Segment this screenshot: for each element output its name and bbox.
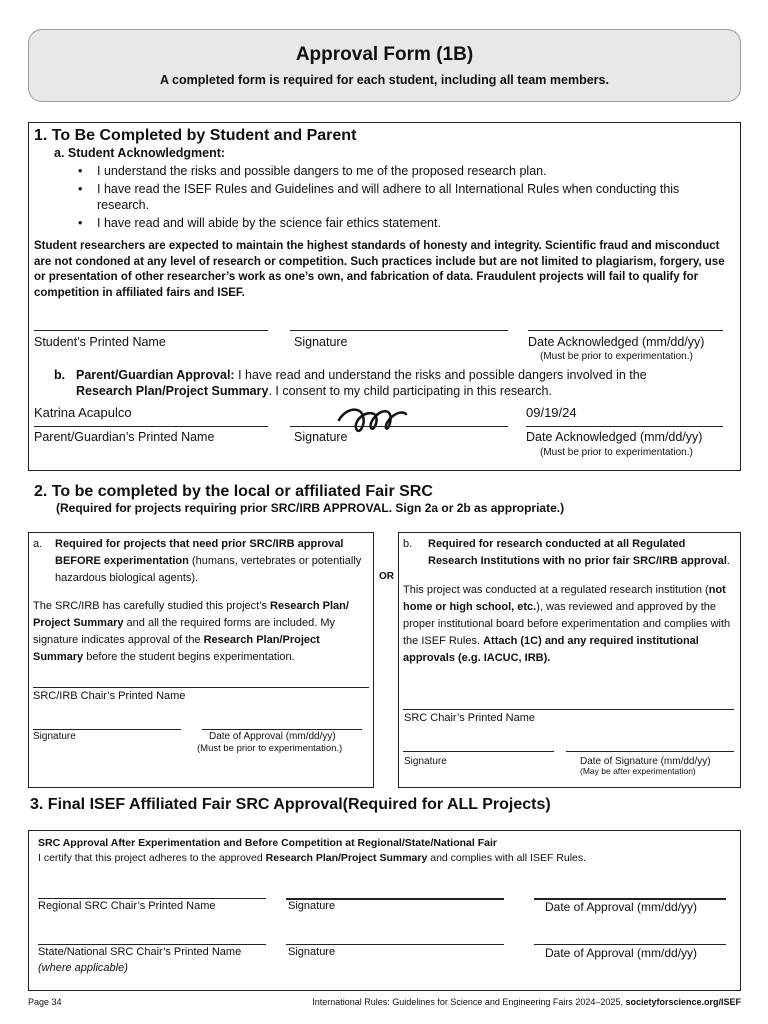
footer-site-link[interactable]: societyforscience.org/ISEF bbox=[625, 997, 741, 1007]
form-title: Approval Form (1B) bbox=[295, 44, 474, 65]
parent-approval-body: I have read and understand the risks and possible dangers involved in the bbox=[234, 368, 647, 382]
section2a-signature-line bbox=[33, 729, 181, 730]
section2a-date-line bbox=[202, 729, 362, 730]
page-number: Page 34 bbox=[28, 997, 62, 1007]
section2a-p2-3: before the student begins experimentation. bbox=[83, 651, 295, 663]
or-label: OR bbox=[379, 571, 394, 582]
parent-approval-prefix: b. bbox=[54, 368, 66, 382]
state-signature-label: Signature bbox=[288, 946, 336, 958]
section3-heading: 3. Final ISEF Affiliated Fair SRC Approval(Required for ALL Projects) bbox=[30, 796, 551, 813]
section1-heading: 1. To Be Completed by Student and Parent bbox=[34, 127, 357, 144]
section2b-p2-2: ), was reviewed and approved by the proper institutional board before experimentation and complies with the ISEF Rules. bbox=[403, 601, 731, 647]
parent-date-note: (Must be prior to experimentation.) bbox=[540, 447, 693, 458]
parent-name-label: Parent/Guardian’s Printed Name bbox=[34, 430, 215, 444]
section2a-p2-1: The SRC/IRB has carefully studied this project’s bbox=[33, 600, 271, 612]
student-date-note: (Must be prior to experimentation.) bbox=[540, 351, 693, 362]
section2b-signature-label: Signature bbox=[404, 756, 447, 767]
section2b-date-note: (May be after experimentation) bbox=[580, 766, 696, 776]
regional-signature-label: Signature bbox=[288, 900, 336, 912]
section2b-date-label: Date of Signature (mm/dd/yy) bbox=[580, 756, 711, 767]
student-signature-line bbox=[290, 330, 508, 331]
parent-approval-bold2: Research Plan/Project Summary bbox=[76, 384, 269, 398]
form-header bbox=[28, 29, 741, 102]
ack-bullet: • I have read the ISEF Rules and Guidelines and will adhere to all International Rules when conducting this research. bbox=[75, 181, 725, 213]
student-signature-label: Signature bbox=[294, 335, 348, 349]
section2b-bold: Required for research conducted at all Regulated Research Institutions with no prior fair SRC/IRB approval bbox=[428, 538, 727, 567]
section2a-date-note: (Must be prior to experimentation.) bbox=[197, 743, 343, 754]
section3-box-title: SRC Approval After Experimentation and Before Competition at Regional/State/National Fair bbox=[38, 837, 497, 849]
footer-citation bbox=[312, 997, 741, 1007]
state-chair-label: State/National SRC Chair’s Printed Name bbox=[38, 946, 242, 958]
footer-citation-text: International Rules: Guidelines for Science and Engineering Fairs 2024–2025, bbox=[312, 997, 626, 1007]
section2a-date-label: Date of Approval (mm/dd/yy) bbox=[209, 731, 336, 742]
section2a-requirement bbox=[33, 536, 369, 587]
state-name-line bbox=[38, 944, 266, 945]
student-ack-heading: a. Student Acknowledgment: bbox=[54, 146, 226, 160]
section2b-requirement bbox=[403, 536, 736, 570]
state-date-line bbox=[534, 944, 726, 945]
section2b-date-line bbox=[566, 751, 734, 752]
section2b-p2-1: This project was conducted at a regulated research institution ( bbox=[403, 584, 709, 596]
section2b-p2-b1: not home or high school, etc. bbox=[403, 584, 726, 613]
section2b-signature-line bbox=[403, 751, 554, 752]
parent-date-value: 09/19/24 bbox=[526, 405, 577, 420]
student-date-label: Date Acknowledged (mm/dd/yy) bbox=[528, 335, 705, 349]
student-name-label: Student’s Printed Name bbox=[34, 335, 166, 349]
section2a-text: (humans, vertebrates or potentially hazardous biological agents). bbox=[55, 555, 362, 584]
ack-bullet-list bbox=[75, 163, 725, 233]
ack-bullet: • I have read and will abide by the science fair ethics statement. bbox=[75, 215, 725, 231]
section2a-p2-2: and all the required forms are included. My signature indicates approval of the bbox=[33, 617, 336, 646]
parent-name-line bbox=[34, 426, 268, 427]
section2a-p2-b1: Research Plan/ Project Summary bbox=[33, 600, 349, 629]
regional-name-line bbox=[38, 898, 266, 899]
section2b-prefix: b. bbox=[403, 538, 413, 550]
parent-approval-text bbox=[54, 367, 734, 399]
section2b-statement bbox=[403, 582, 736, 667]
parent-date-line bbox=[526, 426, 723, 427]
section3-certify-1: I certify that this project adheres to the approved bbox=[38, 852, 266, 864]
section2b-chair-label: SRC Chair’s Printed Name bbox=[404, 712, 536, 724]
section2a-chair-label: SRC/IRB Chair’s Printed Name bbox=[33, 690, 186, 702]
section3-certify-2: and complies with all ISEF Rules. bbox=[427, 852, 587, 864]
section2b-text: . bbox=[726, 555, 730, 567]
section2a-statement bbox=[33, 598, 369, 666]
parent-approval-bold: Parent/Guardian Approval: bbox=[76, 368, 235, 382]
section2b-p2-b2: Attach (1C) and any required institutional approvals (e.g. IACUC, IRB). bbox=[403, 635, 699, 664]
section2-subheading: (Required for projects requiring prior SRC/IRB APPROVAL. Sign 2a or 2b as appropriate.) bbox=[56, 501, 565, 515]
regional-date-label: Date of Approval (mm/dd/yy) bbox=[545, 900, 698, 914]
section2a-prefix: a. bbox=[33, 538, 43, 550]
parent-name-value: Katrina Acapulco bbox=[34, 405, 132, 420]
parent-approval-body2: . I consent to my child participating in this research. bbox=[268, 384, 552, 398]
parent-date-label: Date Acknowledged (mm/dd/yy) bbox=[526, 430, 703, 444]
state-signature-line bbox=[286, 944, 504, 945]
state-chair-note: (where applicable) bbox=[38, 962, 128, 974]
parent-signature-line bbox=[290, 426, 508, 427]
section3-certify-b: Research Plan/Project Summary bbox=[265, 852, 428, 864]
section2a-bold: Required for projects that need prior SRC/IRB approval BEFORE experimentation bbox=[55, 538, 344, 567]
section2a-p2-b2: Research Plan/Project Summary bbox=[33, 634, 320, 663]
student-name-line bbox=[34, 330, 268, 331]
form-subtitle: A completed form is required for each student, including all team members. bbox=[160, 73, 609, 87]
section2a-signature-label: Signature bbox=[33, 731, 76, 742]
regional-chair-label: Regional SRC Chair’s Printed Name bbox=[38, 900, 216, 912]
parent-signature-label: Signature bbox=[294, 430, 348, 444]
state-date-label: Date of Approval (mm/dd/yy) bbox=[545, 946, 698, 960]
integrity-statement: Student researchers are expected to maintain the highest standards of honesty and integrity. Scientific fraud and misconduct are not condoned at any level of research or competition. Such practices include but are not limited to plagiarism, forgery, use or presentation of other researcher’s work as one’s own, and fabrication of data. Fraudulent projects will fail to qualify for competition in affiliated fairs and ISEF. bbox=[34, 240, 725, 299]
ack-bullet: • I understand the risks and possible dangers to me of the proposed research plan. bbox=[75, 163, 725, 179]
student-date-line bbox=[528, 330, 723, 331]
section2-heading: 2. To be completed by the local or affiliated Fair SRC bbox=[34, 483, 433, 500]
section3-certify bbox=[38, 852, 586, 864]
